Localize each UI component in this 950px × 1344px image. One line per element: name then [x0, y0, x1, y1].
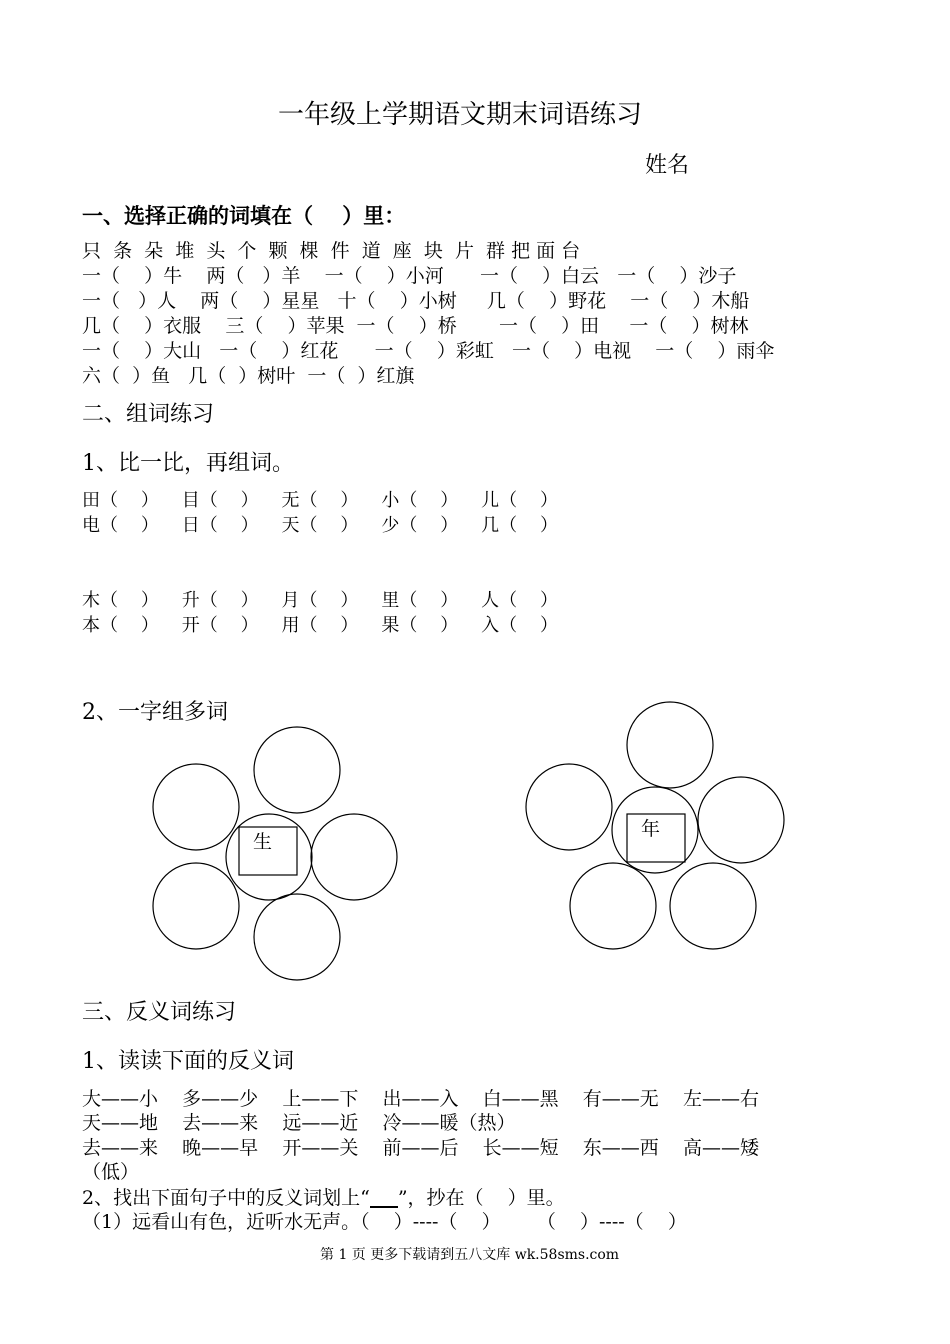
section3-heading: 三、反义词练习: [82, 1000, 237, 1025]
sub2-prefix: 2、找出下面句子中的反义词划上“: [82, 1187, 370, 1209]
petal-circle[interactable]: [254, 894, 340, 980]
fill-line: 一（ ）大山 一（ ）红花 一（ ）彩虹 一（ ）电视 一（ ）雨伞: [82, 340, 775, 362]
compare-line: 电（ ） 日（ ） 天（ ） 少（ ） 几（ ）: [82, 515, 558, 536]
antonym-line: （低）: [82, 1161, 140, 1183]
antonym-line: 去——来 晚——早 开——关 前——后 长——短 东——西 高——矮: [82, 1137, 759, 1159]
antonym-line: 大——小 多——少 上——下 出——入 白——黑 有——无 左——右: [82, 1088, 759, 1110]
flower-1: [153, 727, 397, 980]
petal-circle[interactable]: [670, 863, 756, 949]
petal-circle[interactable]: [698, 777, 784, 863]
page-title: 一年级上学期语文期末词语练习: [278, 100, 643, 130]
compare-line: 田（ ） 目（ ） 无（ ） 小（ ） 儿（ ）: [82, 490, 558, 511]
flower2-center-char: 年: [641, 818, 661, 840]
antonym-line: 天——地 去——来 远——近 冷——暖（热）: [82, 1112, 516, 1134]
section3-sub1: 1、读读下面的反义词: [82, 1049, 294, 1074]
example-sentence: （1）远看山有色，近听水无声。（ ）----（ ） （ ）----（ ）: [82, 1211, 687, 1233]
page-footer: 第 1 页 更多下载请到五八文库 wk.58sms.com: [320, 1247, 620, 1263]
compare-line: 本（ ） 开（ ） 用（ ） 果（ ） 入（ ）: [82, 615, 558, 636]
fill-line: 几（ ）衣服 三（ ）苹果 一（ ）桥 一（ ）田 一（ ）树林: [82, 315, 749, 337]
sub2-suffix: ”，抄在（ ）里。: [397, 1187, 565, 1209]
petal-circle[interactable]: [627, 702, 713, 788]
section2-sub1: 1、比一比，再组词。: [82, 451, 294, 476]
section2-sub2: 2、一字组多词: [82, 700, 228, 725]
section3-sub2: [82, 1188, 565, 1208]
underline-blank: [370, 1188, 398, 1208]
section1-heading: 一、选择正确的词填在（ ）里：: [82, 203, 406, 228]
petal-circle[interactable]: [526, 764, 612, 850]
name-label: 姓名: [645, 153, 690, 178]
section2-heading: 二、组词练习: [82, 402, 215, 427]
petal-circle[interactable]: [570, 863, 656, 949]
petal-circle[interactable]: [254, 727, 340, 813]
fill-line: 一（ ）人 两（ ）星星 十（ ）小树 几（ ）野花 一（ ）木船: [82, 290, 750, 312]
petal-circle[interactable]: [153, 863, 239, 949]
petal-circle[interactable]: [153, 764, 239, 850]
fill-line: 六（ ）鱼 几（ ）树叶 一（ ）红旗: [82, 365, 415, 387]
measure-words: 只 条 朵 堆 头 个 颗 棵 件 道 座 块 片 群 把 面 台: [82, 240, 581, 262]
compare-line: 木（ ） 升（ ） 月（ ） 里（ ） 人（ ）: [82, 590, 558, 611]
petal-circle[interactable]: [311, 814, 397, 900]
fill-line: 一（ ）牛 两（ ）羊 一（ ）小河 一（ ）白云 一（ ）沙子: [82, 265, 737, 287]
flower1-center-char: 生: [253, 831, 273, 853]
